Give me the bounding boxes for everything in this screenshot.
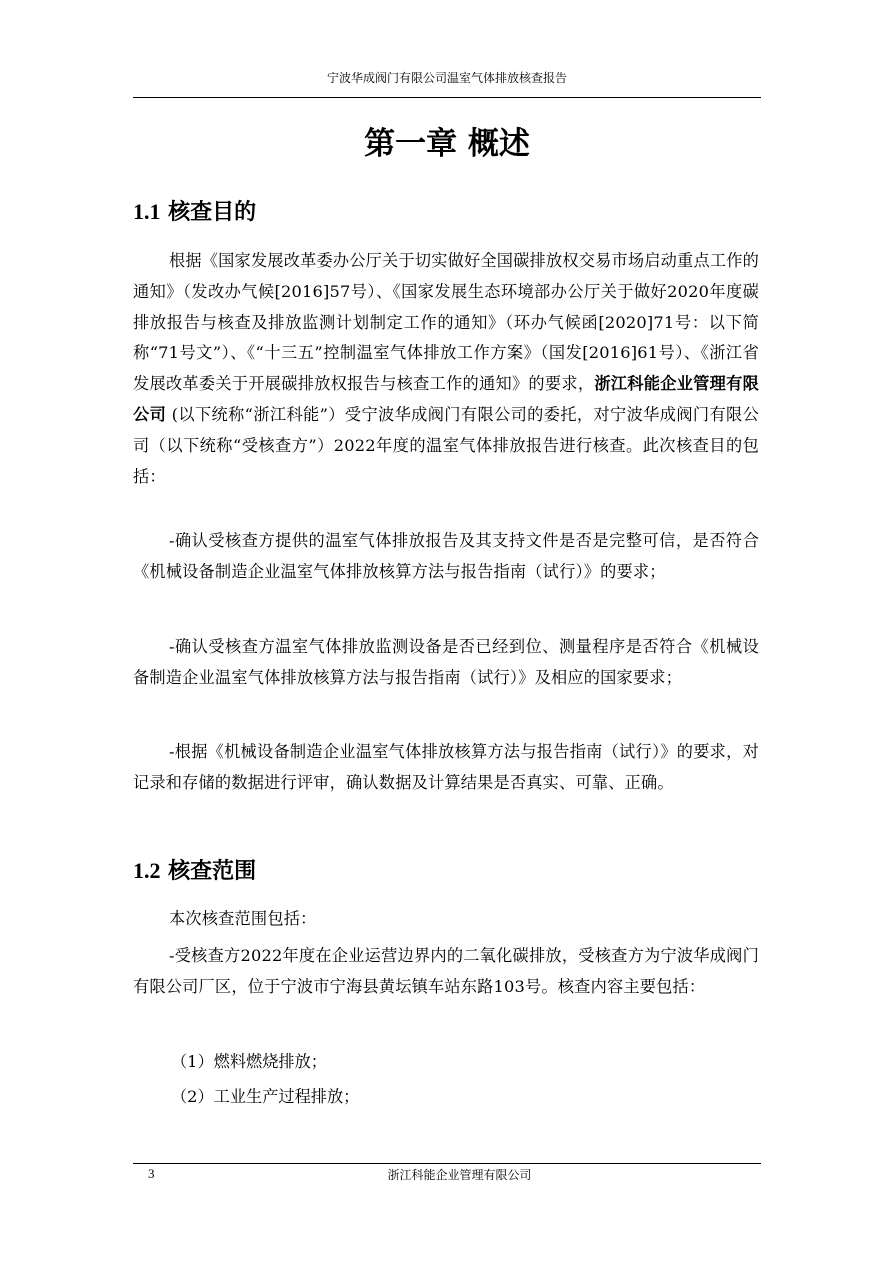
paragraph-text: -确认受核查方提供的温室气体排放报告及其支持文件是否是完整可信，是否符合《机械设备制造企业温室气体排放核算方法与报告指南（试行）》的要求；: [133, 531, 759, 581]
page-number: 3: [148, 1166, 155, 1181]
company-name-bold: 浙江科能企业管理有限公司: [133, 374, 759, 424]
paragraph-text: -受核查方2022年度在企业运营边界内的二氧化碳排放，受核查方为宁波华成阀门有限公司厂区，位于宁波市宁海县黄坛镇车站东路103号。核查内容主要包括：: [133, 946, 759, 996]
section-title: 核查范围: [168, 859, 257, 884]
paragraph-text: -根据《机械设备制造企业温室气体排放核算方法与报告指南（试行）》的要求，对记录和存储的数据进行评审，确认数据及计算结果是否真实、可靠、正确。: [133, 742, 759, 792]
section-number: 1.2: [133, 858, 161, 883]
footer-divider: [133, 1163, 761, 1164]
paragraph-text: 本次核查范围包括：: [169, 909, 317, 928]
paragraph-purpose-basis: [133, 246, 759, 492]
list-item: （2）工业生产过程排放；: [171, 1087, 360, 1106]
section-title: 核查目的: [168, 200, 257, 225]
section-number: 1.1: [133, 199, 161, 224]
paragraph-purpose-item-2: [133, 632, 759, 694]
paragraph-text: 根据《国家发展改革委办公厅关于切实做好全国碳排放权交易市场启动重点工作的通知》（发改办气候[2016]57号）、《国家发展生态环境部办公厅关于做好2020年度碳排放报告与核查及排放监测计划制定工作的通知》（环办气候函[2020]71号：以下简称“71号文”）、《“十三五”控制温室气体排放工作方案》（国发[2016]61号）、《浙江省发展改革委关于开展碳排放权报告与核查工作的通知》的要求，: [133, 251, 759, 394]
paragraph-scope-intro: [133, 904, 759, 935]
footer-company: 浙江科能企业管理有限公司: [387, 1168, 532, 1182]
section-heading-1-1: [133, 196, 761, 229]
paragraph-text: -确认受核查方温室气体排放监测设备是否已经到位、测量程序是否符合《机械设备制造企业温室气体排放核算方法与报告指南（试行）》及相应的国家要求；: [133, 637, 759, 687]
chapter-title: 第一章 概述: [364, 126, 530, 162]
page-header: 宁波华成阀门有限公司温室气体排放核查报告: [326, 71, 567, 85]
section-heading-1-2: [133, 855, 761, 888]
paragraph-purpose-item-1: [133, 526, 759, 588]
paragraph-purpose-item-3: [133, 737, 759, 799]
list-item: （1）燃料燃烧排放；: [171, 1052, 327, 1071]
paragraph-text: (以下统称“浙江科能”）受宁波华成阀门有限公司的委托，对宁波华成阀门有限公司（以下统称“受核查方”）2022年度的温室气体排放报告进行核查。此次核查目的包括：: [133, 404, 760, 486]
paragraph-scope-detail: [133, 941, 759, 1003]
header-divider: [133, 97, 761, 98]
